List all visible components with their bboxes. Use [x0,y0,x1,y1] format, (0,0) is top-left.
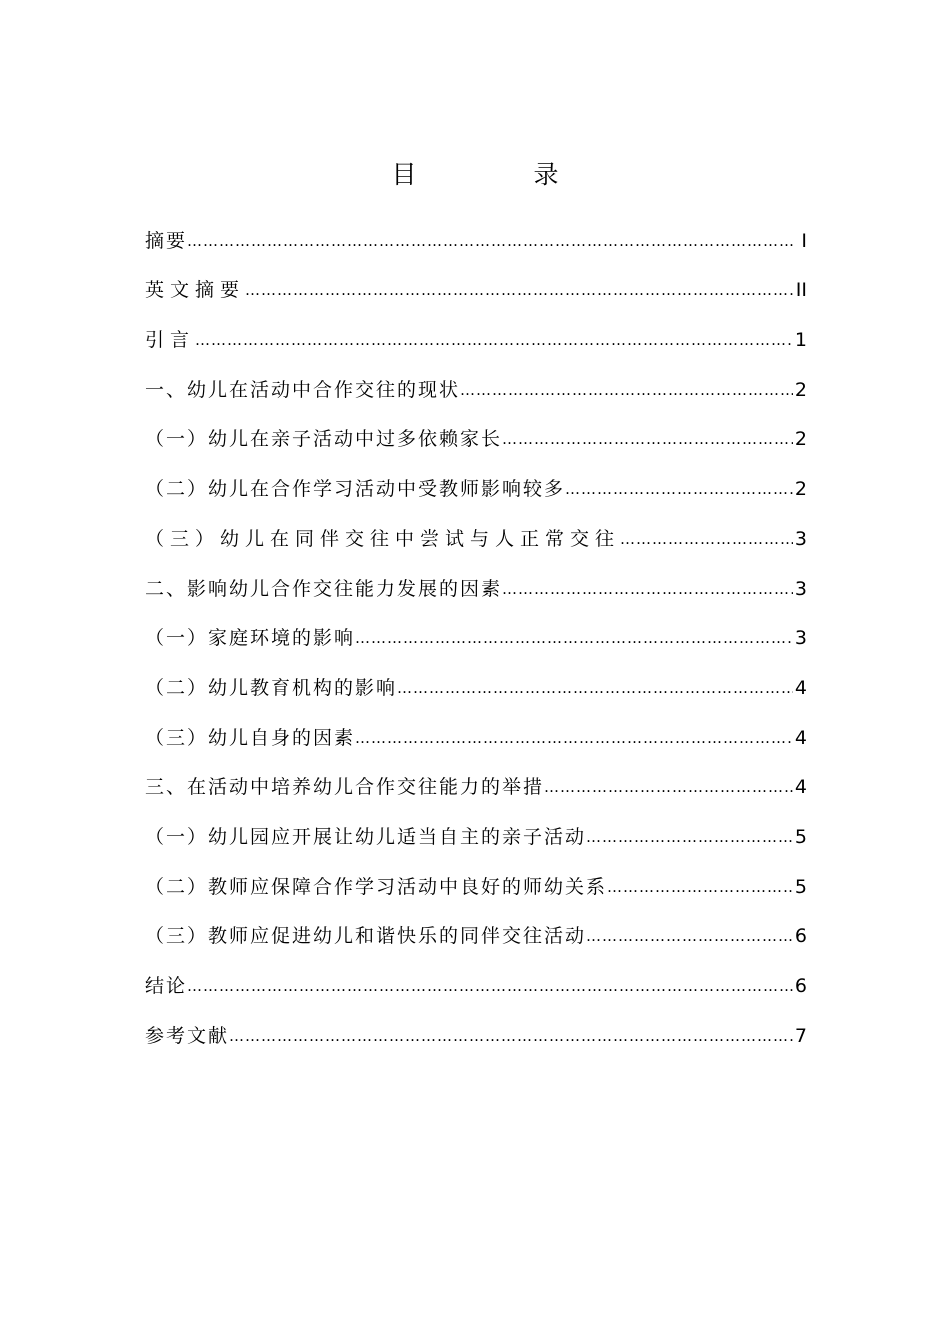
dot-leader [620,522,793,556]
dot-leader [460,373,793,407]
toc-title: 目 录 [391,160,605,189]
dot-leader [355,621,793,655]
toc-entry-label: 摘要 [145,229,188,252]
toc-entry-section-3[interactable] [145,755,807,805]
toc-entry-label: （二）幼儿教育机构的影响 [145,676,398,699]
toc-entry-page: 4 [794,776,807,799]
toc-entry-page: I [801,229,807,252]
dot-leader [502,572,793,606]
toc-entry-references[interactable] [145,1003,807,1053]
dot-leader [187,969,793,1003]
toc-entry-page: 3 [794,527,807,550]
dot-leader [565,472,793,506]
toc-entry-section-1[interactable] [145,357,807,407]
toc-entry-label: 参考文献 [145,1024,230,1047]
dot-leader [607,870,793,904]
toc-entry-section-2-2[interactable] [145,655,807,705]
toc-entry-label: （一）幼儿园应开展让幼儿适当自主的亲子活动 [145,825,587,848]
toc-entry-section-1-2[interactable] [145,456,807,506]
toc-entry-section-3-2[interactable] [145,854,807,904]
toc-entry-page: 3 [794,577,807,600]
dot-leader [245,273,794,307]
toc-entry-label: 二、影响幼儿合作交往能力发展的因素 [145,577,503,600]
toc-entry-section-2-1[interactable] [145,606,807,656]
toc-list [145,208,807,1053]
toc-entry-page: 7 [794,1024,807,1047]
toc-entry-label: 引言 [145,329,196,352]
toc-entry-label: （一）幼儿在亲子活动中过多依赖家长 [145,428,503,451]
toc-entry-section-3-3[interactable] [145,904,807,954]
toc-entry-label: （三）幼儿在同伴交往中尝试与人正常交往 [145,527,621,550]
toc-entry-page: 4 [794,726,807,749]
toc-entry-label: （三）幼儿自身的因素 [145,726,356,749]
toc-entry-introduction[interactable] [145,307,807,357]
toc-entry-page: 4 [794,676,807,699]
toc-entry-label: （二）教师应保障合作学习活动中良好的师幼关系 [145,875,608,898]
toc-entry-label: 英文摘要 [145,279,246,302]
toc-entry-label: 一、幼儿在活动中合作交往的现状 [145,378,461,401]
toc-entry-section-2-3[interactable] [145,705,807,755]
toc-entry-abstract[interactable] [145,208,807,258]
toc-entry-label: （一）家庭环境的影响 [145,627,356,650]
toc-entry-section-1-1[interactable] [145,407,807,457]
toc-entry-label: 三、在活动中培养幼儿合作交往能力的举措 [145,776,545,799]
toc-entry-page: 2 [794,428,807,451]
dot-leader [586,820,793,854]
dot-leader [586,919,793,953]
toc-entry-page: 2 [794,378,807,401]
toc-entry-label: （二）幼儿在合作学习活动中受教师影响较多 [145,478,566,501]
toc-entry-page: 6 [794,975,807,997]
dot-leader [544,770,793,804]
dot-leader [397,671,793,705]
toc-entry-section-1-3[interactable] [145,506,807,556]
dot-leader [187,224,795,258]
toc-entry-page: 6 [794,925,807,948]
toc-entry-page: 5 [794,825,807,848]
toc-entry-page: 5 [794,875,807,898]
toc-entry-page: 2 [794,478,807,501]
dot-leader [229,1019,793,1053]
dot-leader [195,323,793,357]
dot-leader [502,422,793,456]
toc-entry-page: 1 [794,329,807,352]
toc-entry-label: （三）教师应促进幼儿和谐快乐的同伴交往活动 [145,925,587,948]
toc-entry-section-3-1[interactable] [145,804,807,854]
toc-entry-section-2[interactable] [145,556,807,606]
toc-entry-page: II [795,279,807,302]
toc-entry-page: 3 [794,627,807,650]
toc-entry-english-abstract[interactable] [145,258,807,308]
toc-entry-label: 结论 [145,975,188,997]
toc-entry-conclusion[interactable] [145,953,807,1003]
dot-leader [355,721,793,755]
